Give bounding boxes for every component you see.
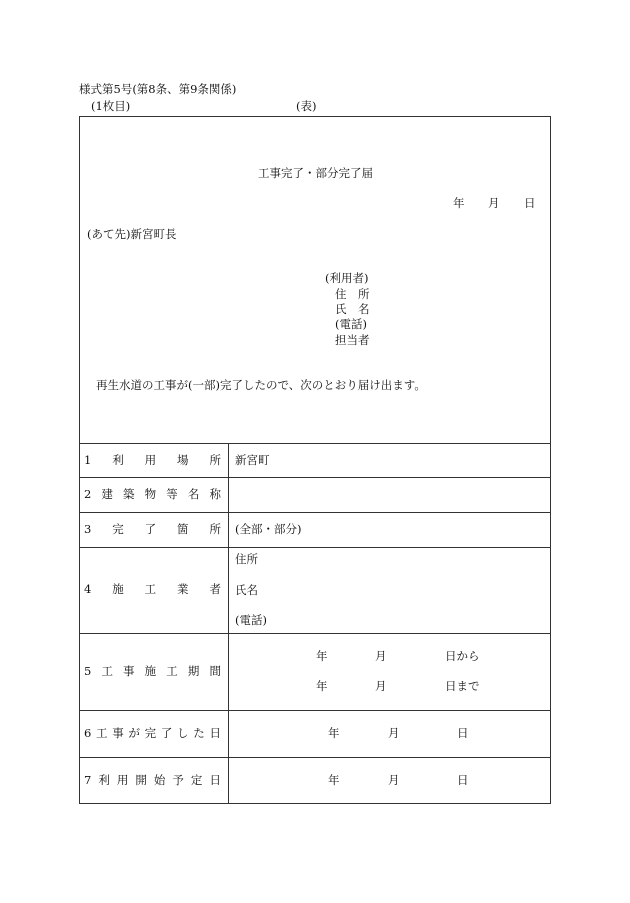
start-date-year: 年 xyxy=(328,773,340,787)
applicant-phone-label: (電話) xyxy=(335,317,367,331)
row-label-6 xyxy=(84,728,221,740)
row-label-char: 期 xyxy=(187,664,200,678)
usage-location-value: 新宮町 xyxy=(235,453,270,467)
row-label-char: 日 xyxy=(209,773,221,787)
row-label-char: 了 xyxy=(144,522,157,536)
date-day: 日 xyxy=(524,196,536,210)
date-year: 年 xyxy=(453,196,465,210)
row-label-char: た xyxy=(193,726,205,740)
contractor-address-label: 住所 xyxy=(235,552,258,566)
row-label-char: 等 xyxy=(166,487,178,501)
row-label-char: 物 xyxy=(144,487,157,501)
row-label-char: 5 xyxy=(84,664,92,678)
row-label-char: 工 xyxy=(144,582,157,596)
date-month: 月 xyxy=(488,196,500,210)
period-from-month: 月 xyxy=(375,649,387,663)
row-label-char: 施 xyxy=(112,582,124,596)
start-date-month: 月 xyxy=(388,773,400,787)
applicant-name-label: 氏 名 xyxy=(335,302,370,316)
row-label-3 xyxy=(84,524,221,536)
completion-location-value: (全部・部分) xyxy=(235,522,302,536)
row-label-char: 工 xyxy=(101,664,113,678)
row-label-char: 完 xyxy=(144,726,157,740)
sheet-number: (1枚目) xyxy=(91,99,131,113)
row-label-char: 場 xyxy=(177,453,189,467)
row-label-2 xyxy=(84,489,221,501)
row-label-char: 3 xyxy=(84,522,92,536)
row-label-7 xyxy=(84,775,221,787)
completed-date-month: 月 xyxy=(388,726,400,740)
row-label-char: 日 xyxy=(209,726,221,740)
period-from-day: 日から xyxy=(445,649,480,663)
applicant-contact-label: 担当者 xyxy=(335,333,370,347)
row-label-char: 工 xyxy=(166,664,178,678)
row-label-char: 開 xyxy=(135,773,147,787)
row-label-char: 事 xyxy=(123,664,135,678)
completed-date-day: 日 xyxy=(457,726,469,740)
document-title: 工事完了・部分完了届 xyxy=(258,166,373,180)
contractor-phone-label: (電話) xyxy=(235,613,267,627)
row-divider xyxy=(79,477,551,478)
row-divider xyxy=(79,512,551,513)
row-label-char: 築 xyxy=(123,487,135,501)
applicant-heading: (利用者) xyxy=(325,271,369,285)
row-divider xyxy=(79,710,551,711)
row-label-4 xyxy=(84,584,221,596)
row-label-char: 称 xyxy=(209,487,221,501)
row-label-char: 箇 xyxy=(177,522,189,536)
row-label-char: 始 xyxy=(153,773,166,787)
applicant-address-label: 住 所 xyxy=(335,287,370,301)
table-top-line xyxy=(79,443,551,444)
row-label-char: 4 xyxy=(84,582,92,596)
row-label-char: 用 xyxy=(144,453,157,467)
period-to-year: 年 xyxy=(316,679,328,693)
start-date-day: 日 xyxy=(457,773,469,787)
row-label-char: 建 xyxy=(101,487,113,501)
row-label-char: 所 xyxy=(209,522,221,536)
sheet-side: (表) xyxy=(296,99,317,113)
row-label-char: 事 xyxy=(112,726,124,740)
addressee: (あて先)新宮町長 xyxy=(87,227,177,241)
contractor-name-label: 氏名 xyxy=(235,583,258,597)
row-label-char: 7 xyxy=(84,773,92,787)
row-label-char: 名 xyxy=(187,487,200,501)
row-label-char: 工 xyxy=(96,726,108,740)
row-label-char: 2 xyxy=(84,487,92,501)
row-label-5 xyxy=(84,666,221,678)
row-divider xyxy=(79,547,551,548)
row-label-char: 業 xyxy=(177,582,189,596)
period-to-month: 月 xyxy=(375,679,387,693)
row-label-char: 利 xyxy=(98,773,110,787)
period-to-day: 日まで xyxy=(445,679,480,693)
completed-date-year: 年 xyxy=(328,726,340,740)
row-label-char: 了 xyxy=(160,726,173,740)
row-label-char: 者 xyxy=(209,582,221,596)
row-divider xyxy=(79,633,551,634)
column-divider xyxy=(228,443,229,804)
row-label-char: 完 xyxy=(112,522,124,536)
form-number: 様式第5号(第8条、第9条関係) xyxy=(79,82,237,96)
row-label-char: 施 xyxy=(144,664,157,678)
row-label-1 xyxy=(84,455,221,467)
row-label-char: 1 xyxy=(84,453,92,467)
period-from-year: 年 xyxy=(316,649,328,663)
row-label-char: 利 xyxy=(112,453,124,467)
row-label-char: 定 xyxy=(190,773,203,787)
row-label-char: 予 xyxy=(172,773,184,787)
row-label-char: 間 xyxy=(209,664,221,678)
row-label-char: 用 xyxy=(116,773,129,787)
row-label-char: 6 xyxy=(84,726,92,740)
row-divider xyxy=(79,757,551,758)
statement: 再生水道の工事が(一部)完了したので、次のとおり届け出ます。 xyxy=(96,378,426,392)
row-label-char: し xyxy=(177,726,189,740)
row-label-char: が xyxy=(128,726,140,740)
row-label-char: 所 xyxy=(209,453,221,467)
